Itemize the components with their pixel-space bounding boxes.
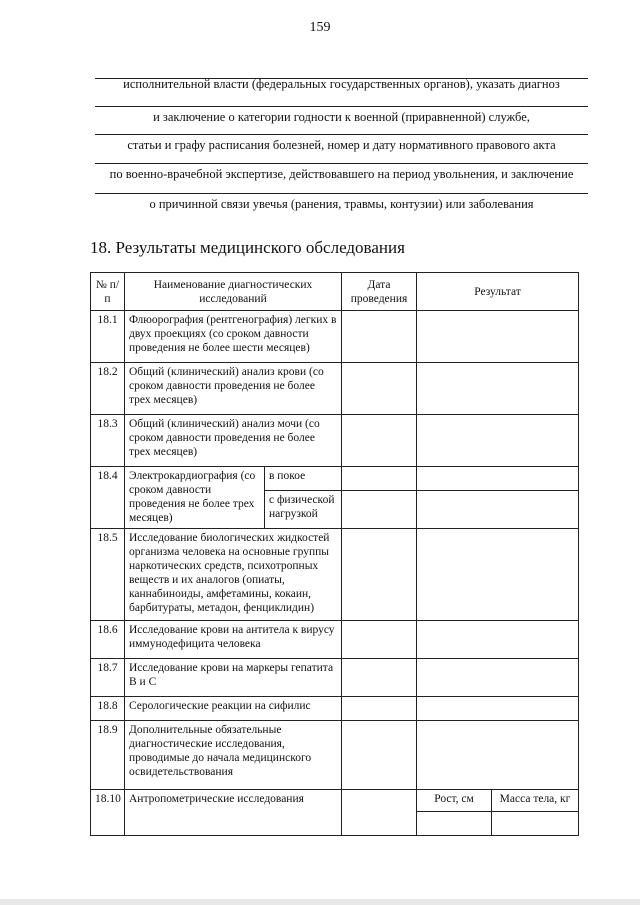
table-row xyxy=(91,415,579,467)
row-num: 18.10 xyxy=(91,790,125,836)
table-row xyxy=(91,697,579,721)
table-row xyxy=(91,363,579,415)
date-cell[interactable] xyxy=(342,529,417,621)
row-num: 18.5 xyxy=(91,529,125,621)
result-cell[interactable] xyxy=(417,529,579,621)
header-line-4 xyxy=(95,163,588,182)
weight-value-cell[interactable] xyxy=(492,812,579,836)
row-num: 18.3 xyxy=(91,415,125,467)
row-name: Общий (клинический) анализ крови (со сроком давности проведения не более трех месяцев) xyxy=(125,363,342,415)
date-cell[interactable] xyxy=(342,311,417,363)
header-date: Дата проведения xyxy=(342,273,417,311)
header-line-text: о причинной связи увечья (ранения, травмы, контузии) или заболевания xyxy=(149,197,534,211)
row-name: Общий (клинический) анализ мочи (со сроком давности проведения не более трех месяцев) xyxy=(125,415,342,467)
header-line-3 xyxy=(95,134,588,153)
page-number: 159 xyxy=(309,20,331,35)
date-cell[interactable] xyxy=(342,467,417,491)
header-num: № п/п xyxy=(91,273,125,311)
result-cell[interactable] xyxy=(417,491,579,529)
result-cell[interactable] xyxy=(417,363,579,415)
height-value-cell[interactable] xyxy=(417,812,492,836)
header-line-text: по военно-врачебной экспертизе, действовавшего на период увольнения, и заключение xyxy=(109,167,574,181)
table-row xyxy=(91,311,579,363)
header-line-1 xyxy=(95,78,588,92)
date-cell[interactable] xyxy=(342,491,417,529)
height-label: Рост, см xyxy=(417,790,492,812)
date-cell[interactable] xyxy=(342,415,417,467)
row-name: Серологические реакции на сифилис xyxy=(125,697,342,721)
row-name: Исследование крови на антитела к вирусу иммунодефицита человека xyxy=(125,621,342,659)
result-cell[interactable] xyxy=(417,697,579,721)
table-header-row xyxy=(91,273,579,311)
row-num: 18.7 xyxy=(91,659,125,697)
result-cell[interactable] xyxy=(417,311,579,363)
date-cell[interactable] xyxy=(342,697,417,721)
results-table xyxy=(90,272,579,836)
table-row xyxy=(91,721,579,790)
row-name: Антропометрические исследования xyxy=(125,790,342,836)
weight-label: Масса тела, кг xyxy=(492,790,579,812)
row-num: 18.8 xyxy=(91,697,125,721)
table-row xyxy=(91,659,579,697)
table-row xyxy=(91,790,579,812)
date-cell[interactable] xyxy=(342,363,417,415)
header-line-text: и заключение о категории годности к военной (приравненной) службе, xyxy=(153,110,530,124)
scan-edge xyxy=(0,899,640,905)
result-cell[interactable] xyxy=(417,415,579,467)
row-num: 18.4 xyxy=(91,467,125,529)
table-row xyxy=(91,529,579,621)
header-line-text: исполнительной власти (федеральных государственных органов), указать диагноз xyxy=(123,77,560,91)
header-result: Результат xyxy=(417,273,579,311)
result-cell[interactable] xyxy=(417,621,579,659)
header-line-2 xyxy=(95,106,588,125)
header-line-text: статьи и графу расписания болезней, номер и дату нормативного правового акта xyxy=(127,138,556,152)
ecg-rest-label: в покое xyxy=(265,467,342,491)
result-cell[interactable] xyxy=(417,721,579,790)
header-line-5 xyxy=(95,193,588,212)
row-name: Дополнительные обязательные диагностические исследования, проводимые до начала медицинского освидетельствования xyxy=(125,721,342,790)
row-name: Электрокардиография (со сроком давности проведения не более трех месяцев) xyxy=(125,467,265,529)
date-cell[interactable] xyxy=(342,790,417,836)
date-cell[interactable] xyxy=(342,621,417,659)
table-row xyxy=(91,621,579,659)
row-num: 18.9 xyxy=(91,721,125,790)
row-name: Исследование крови на маркеры гепатита B и C xyxy=(125,659,342,697)
result-cell[interactable] xyxy=(417,467,579,491)
date-cell[interactable] xyxy=(342,721,417,790)
row-num: 18.2 xyxy=(91,363,125,415)
section-title: 18. Результаты медицинского обследования xyxy=(90,238,405,257)
date-cell[interactable] xyxy=(342,659,417,697)
row-num: 18.6 xyxy=(91,621,125,659)
ecg-load-label: с физической нагрузкой xyxy=(265,491,342,529)
row-name: Исследование биологических жидкостей организма человека на основные группы наркотических средств, психотропных веществ и их аналогов (опиаты, каннабиноиды, амфетамины, кокаин, барбитураты, метадон, фенциклидин) xyxy=(125,529,342,621)
result-cell[interactable] xyxy=(417,659,579,697)
table-row xyxy=(91,467,579,491)
row-num: 18.1 xyxy=(91,311,125,363)
header-name: Наименование диагностических исследований xyxy=(125,273,342,311)
row-name: Флюорография (рентгенография) легких в двух проекциях (со сроком давности проведения не более шести месяцев) xyxy=(125,311,342,363)
